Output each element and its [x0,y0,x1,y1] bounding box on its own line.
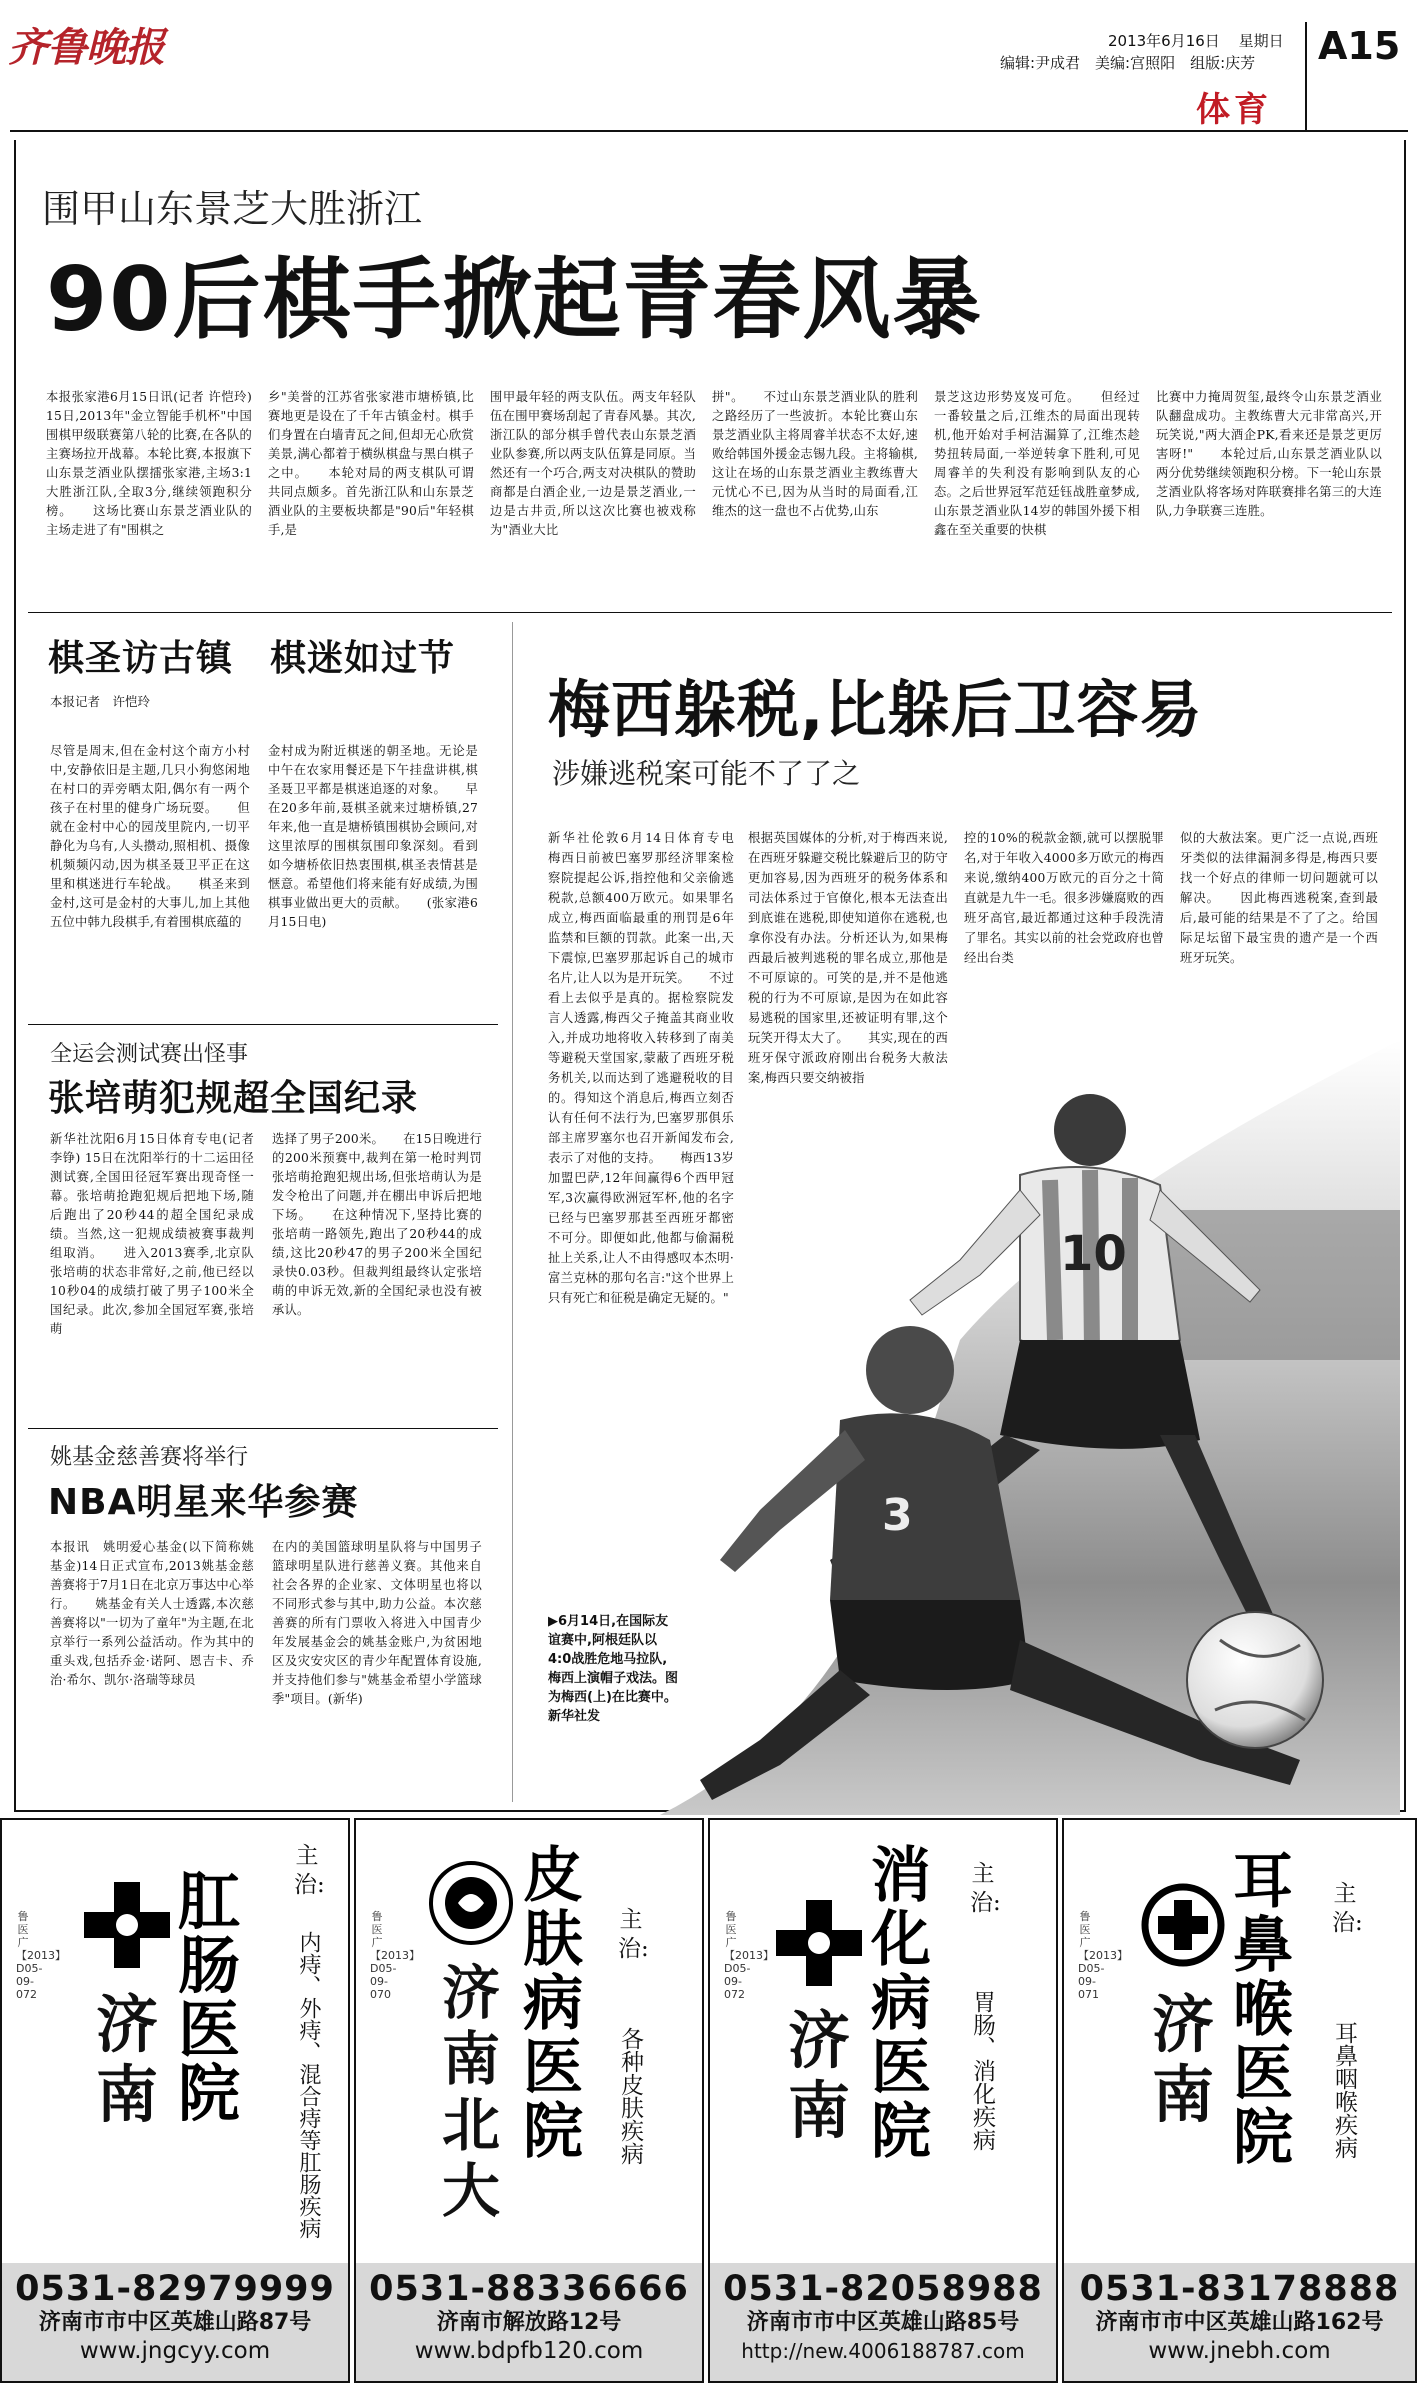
ad2-title-char: 肤 [523,1905,583,1975]
ad2-title-char: 医 [523,2033,583,2103]
ad1-treat-label: 主治: [294,1843,325,1898]
ad4-url[interactable]: www.jnebh.com [1148,2338,1331,2364]
ad-skin-hospital [354,1818,704,2383]
ad4-treat-label: 主治: [1332,1881,1363,1936]
lead-col-1: 本报张家港6月15日讯(记者 许恺玲) 15日,2013年"金立智能手机杯"中国围棋甲级联赛第八轮的比赛,在各队的主赛场拉开战幕。本轮比赛,本报旗下山东景芝酒业队摆擂张家港,主场3:1大胜浙江队,全取3分,继续领跑积分榜。 这场比赛山东景芝酒业队的主场走进了有"围棋之 [46,390,252,537]
ad1-city-char: 济 [95,1988,158,2061]
date-text: 2013年6月16日 [1108,32,1220,50]
ad2-city-char: 南 [441,2025,500,2093]
medical-cross-icon [776,1900,862,1986]
story5-subhead: 涉嫌逃税案可能不了了之 [552,757,861,790]
ad3-phone[interactable]: 0531-82058988 [723,2269,1043,2309]
weekday-text: 星期日 [1238,32,1284,50]
ad-digestive-hospital [708,1818,1058,2383]
ad2-license: 鲁医广【2013】D05-09-070 [370,1910,420,2001]
football-icon [1187,1612,1323,1748]
ad1-treat: 内痔、外痔、混合痔等肛肠疾病 [296,1931,321,2239]
ad3-title-char: 病 [871,1969,931,2039]
ad1-address: 济南市市中区英雄山路87号 [38,2310,312,2335]
issue-date [1108,30,1284,51]
story3-headline: 张培萌犯规超全国纪录 [48,1078,419,1119]
ad2-title-char: 病 [523,1969,583,2039]
ad2-title-char: 皮 [523,1841,583,1911]
medical-cross-icon [84,1882,170,1968]
ad4-address: 济南市市中区英雄山路162号 [1095,2310,1384,2335]
ad2-title [518,1841,588,2167]
ad3-city [784,2006,854,2146]
story5-col-3: 控的10%的税款金额,就可以摆脱罪名,对于年收入4000多万欧元的梅西来说,缴纳400万欧元的百分之十简直就是九牛一毛。很多涉嫌腐败的西班牙高官,最近都通过这种手段洗清了罪名。其实以前的社会党政府也曾经出台类 [964,831,1164,965]
ad1-title [174,1865,244,2130]
ent-hospital-logo-icon [1140,1882,1226,1968]
ad1-license: 鲁医广【2013】D05-09-072 [16,1910,66,2001]
ad2-city-char: 北 [441,2091,500,2159]
ad2-url[interactable]: www.bdpfb120.com [414,2338,644,2364]
ad1-footer [2,2263,348,2381]
ad4-title-char: 耳 [1233,1847,1293,1917]
ad2-title-char: 院 [523,2097,583,2167]
page-number: A15 [1318,24,1401,68]
ad1-city [92,1990,162,2130]
ad2-address: 济南市解放路12号 [436,2310,622,2335]
story5-col-2: 根据英国媒体的分析,对于梅西来说,在西班牙躲避交税比躲避后卫的防守更加容易,因为西班牙的税务体系和司法体系过于官僚化,根本无法查出到底谁在逃税,即使知道你在逃税,也拿你没有办法。分析还认为,如果梅西最后被判逃税的罪名成立,那他是不可原谅的。可笑的是,并不是他逃税的行为不可原谅,是因为在如此容易逃税的国家里,还被证明有罪,这个玩笑开得太大了。 其实,现在的西班牙保守派政府刚出台税务大赦法案,梅西只要交纳被指 [748,831,948,1085]
ad3-license: 鲁医广【2013】D05-09-072 [724,1910,774,2001]
story2-bottom-rule [28,1024,498,1025]
ad2-treat-label: 主治: [618,1907,649,1962]
ad1-title-char: 肛 [177,1865,240,1938]
ad1-title-char: 院 [177,2057,240,2130]
masthead [0,0,1417,140]
section-name: 体育 [1196,90,1272,130]
story2-col-2: 金村成为附近棋迷的朝圣地。无论是中午在农家用餐还是下午挂盘讲棋,棋圣聂卫平都是棋迷追逐的对象。 早在20多年前,聂棋圣就来过塘桥镇,27年来,他一直是塘桥镇围棋协会顾问,对这里浓厚的围棋氛围印象深刻。看到如今塘桥依旧热衷围棋,棋圣表情甚是惬意。希望他们将来能有好成绩,为围棋事业做出更大的贡献。 (张家港6月15日电) [268,744,478,929]
ad1-title-char: 医 [177,1993,240,2066]
ad4-title-char: 医 [1233,2039,1293,2109]
story2-byline: 本报记者 许恺玲 [50,694,151,709]
ad4-treat: 耳鼻咽喉疾病 [1331,2021,1357,2159]
ad3-url[interactable]: http://new.4006188787.com [741,2339,1025,2363]
lead-headline: 90后棋手掀起青春风暴 [46,248,983,351]
ad3-footer [710,2263,1056,2381]
ad1-phone[interactable]: 0531-82979999 [15,2269,335,2309]
lead-col-6: 比赛中力掩周贺玺,最终令山东景芝酒业队翻盘成功。主教练曹大元非常高兴,开玩笑说,"两大酒企PK,看来还是景芝更厉害呀!" 本轮过后,山东景芝酒业队以两分优势继续领跑积分榜。下一轮山东景芝酒业队将客场对阵联赛排名第三的大连队,力争联赛三连胜。 [1156,390,1382,518]
newspaper-logo: 齐鲁晚报 [8,24,164,71]
player-head [1054,1094,1126,1166]
ad3-title-char: 院 [871,2097,931,2167]
ad4-phone[interactable]: 0531-83178888 [1079,2269,1400,2309]
story4-col-1: 本报讯 姚明爱心基金(以下简称姚基金)14日正式宣布,2013姚基金慈善赛将于7月1日在北京万事达中心举行。 姚基金有关人士透露,本次慈善赛将以"一切为了童年"为主题,在北京举行一系列公益活动。作为其中的重头戏,包括乔金·诺阿、恩吉卡、乔治·希尔、凯尔·洛瑞等球员 [50,1540,254,1687]
ad2-city-char: 济 [441,1959,500,2027]
column-divider [512,622,513,1802]
story3-col-1: 新华社沈阳6月15日体育专电(记者 李铮) 15日在沈阳举行的十二运田径测试赛,全国田径冠军赛出现奇怪一幕。张培萌抢跑犯规后把地下场,随后跑出了20秒44的超全国纪录成绩。当然,这一犯规成绩被赛事裁判组取消。 进入2013赛季,北京队张培萌的状态非常好,之前,他已经以10秒04的成绩打破了男子100米全国纪录。此次,参加全国冠军赛,张培萌 [50,1132,254,1336]
ad3-title-char: 化 [871,1905,931,1975]
lead-kicker: 围甲山东景芝大胜浙江 [42,187,423,231]
ad3-title-char: 消 [871,1841,931,1911]
skin-hospital-seal-icon [428,1860,514,1946]
ad4-license: 鲁医广【2013】D05-09-071 [1078,1910,1128,2001]
story4-kicker: 姚基金慈善赛将举行 [50,1445,249,1470]
story2-col-1: 尽管是周末,但在金村这个南方小村中,安静依旧是主题,几只小狗悠闲地在村口的弄旁晒太阳,偶尔有一两个孩子在村里的健身广场玩耍。 但就在金村中心的园茂里院内,一切平静化为乌有,人头攒动,照相机、摄像机频频闪动,因为棋圣聂卫平正在这里和棋迷进行车轮战。 棋圣来到金村,这可是金村的大事儿,加上其他五位中韩九段棋手,有着围棋底蕴的 [50,744,250,929]
story4-col-2: 在内的美国篮球明星队将与中国男子篮球明星队进行慈善义赛。其他来自社会各界的企业家、文体明星也将以不同形式参与其中,助力公益。本次慈善赛的所有门票收入将进入中国青少年发展基金会的姚基金账户,为贫困地区及灾安灾区的青少年配置体育设施,并支持他们参与"姚基金希望小学篮球季"项目。(新华) [272,1540,482,1706]
ad3-treat-label: 主治: [970,1861,1001,1916]
story5-col-4: 似的大赦法案。更广泛一点说,西班牙类似的法律漏洞多得是,梅西只要找一个好点的律师一切问题就可以解决。 因此梅西逃税案,查到最后,最可能的结果是不了了之。给国际足坛留下最宝贵的遗产是一个西班牙玩笑。 [1180,831,1378,965]
ad2-city [436,1960,506,2224]
ad4-footer [1064,2263,1415,2381]
ad1-city-char: 南 [95,2058,158,2131]
ad-anorectal-hospital [0,1818,350,2383]
story3-kicker: 全运会测试赛出怪事 [50,1042,249,1067]
story4-headline: NBA明星来华参赛 [48,1482,359,1523]
ad3-title-char: 医 [871,2033,931,2103]
ad1-url[interactable]: www.jngcyy.com [79,2338,271,2364]
ad4-title-char: 鼻 [1233,1911,1293,1981]
lead-col-2: 乡"美誉的江苏省张家港市塘桥镇,比赛地更是设在了千年古镇金村。棋手们身置在白墙青瓦之间,但却无心欣赏美景,满心都着于横纵棋盘与黑白棋子之中。 本轮对局的两支棋队可谓共同点颇多。首先浙江队和山东景芝酒业队的主要板块都是"90后"年轻棋手,是 [268,390,474,537]
masthead-rule [10,130,1408,132]
ad4-title-char: 院 [1233,2103,1293,2173]
lead-col-4: 拼"。 不过山东景芝酒业队的胜利之路经历了一些波折。本轮比赛山东景芝酒业队主将周睿羊状态不太好,速败给韩国外援金志锡九段。主将输棋,这让在场的山东景芝酒业主教练曹大元忧心不已,因为从当时的局面看,江维杰的这一盘也不占优势,山东 [712,390,918,518]
editor-credits: 编辑:尹成君 美编:宫照阳 组版:庆芳 [1000,54,1256,72]
ad2-footer [356,2263,702,2381]
story5-headline: 梅西躲税,比躲后卫容易 [548,673,1203,746]
ad2-phone[interactable]: 0531-88336666 [369,2269,689,2309]
ad2-city-char: 大 [441,2157,500,2225]
ad2-treat: 各种皮肤疾病 [617,2027,643,2165]
ad-ent-hospital [1062,1818,1417,2383]
photo-caption: ▶6月14日,在国际友谊赛中,阿根廷队以4:0战胜危地马拉队,梅西上演帽子戏法。图为梅西(上)在比赛中。 新华社发 [548,1614,684,1724]
story3-col-2: 选择了男子200米。 在15日晚进行的200米预赛中,裁判在第一枪时判罚张培萌抢跑犯规出场,但张培萌认为是发令枪出了问题,并在棚出申诉后把地下场。 在这种情况下,坚持比赛的张培萌一路领先,跑出了20秒44的成绩,这比20秒47的男子200米全国纪录快0.03秒。但裁判组最终认定张培萌的申诉无效,新的全国纪录也没有被承认。 [272,1132,482,1317]
ad3-title [866,1841,936,2167]
ad3-city-char: 南 [787,2074,850,2147]
ad4-title [1228,1847,1298,2173]
lead-col-3: 围甲最年轻的两支队伍。两支年轻队伍在围甲赛场刮起了青春风暴。其次,浙江队的部分棋手曾代表山东景芝酒业队参赛,所以两支队伍算是同原。当然还有一个巧合,两支对决棋队的赞助商都是白酒企业,一边是景芝酒业,一边是古井贡,所以这次比赛也被戏称为"酒业大比 [490,390,696,537]
ad3-address: 济南市市中区英雄山路85号 [746,2310,1020,2335]
ad4-city [1148,1990,1218,2130]
page-divider [1305,22,1307,132]
lead-col-5: 景芝这边形势岌岌可危。 但经过一番较量之后,江维杰的局面出现转机,他开始对手柯洁漏算了,江维杰趁势扭转局面,一举逆转拿下胜利,可见周睿羊的失利没有影响到队友的心态。之后世界冠军范廷钰战胜童梦成,山东景芝酒业队14岁的韩国外援下相鑫在至关重要的快棋 [934,390,1140,537]
ad3-treat: 胃肠、消化疾病 [969,1989,995,2151]
ad4-city-char: 南 [1151,2058,1214,2131]
lead-bottom-rule [28,612,1392,613]
ad1-title-char: 肠 [177,1929,240,2002]
svg-text:3: 3 [882,1490,913,1541]
story3-bottom-rule [28,1428,498,1429]
story5-col-1: 新华社伦敦6月14日体育专电 梅西日前被巴塞罗那经济罪案检察院提起公诉,指控他和父亲偷逃税款,总额400万欧元。如果罪名成立,梅西面临最重的刑罚是6年监禁和巨额的罚款。此案一出,天下震惊,巴塞罗那起诉自己的城市名片,让人以为是开玩笑。 不过看上去似乎是真的。据检察院发言人透露,梅西父子掩盖其商业收入,并成功地将收入转移到了南美等避税天堂国家,蒙蔽了西班牙税务机关,以而达到了逃避税收的目的。得知这个消息后,梅西立刻否认有任何不法行为,巴塞罗那俱乐部主席罗塞尔也召开新闻发布会,表示了对他的支持。 梅西13岁加盟巴萨,12年间赢得6个西甲冠军,3次赢得欧洲冠军杯,他的名字已经与巴塞罗那甚至西班牙都密不可分。即便如此,他都与偷漏税扯上关系,让人不由得感叹本杰明·富兰克林的那句名言:"这个世界上只有死亡和征税是确定无疑的。" [548,831,747,1305]
ad4-title-char: 喉 [1233,1975,1293,2045]
ad4-city-char: 济 [1151,1988,1214,2061]
story2-headline: 棋圣访古镇 棋迷如过节 [48,638,456,679]
svg-text:10: 10 [1060,1226,1127,1282]
ad3-city-char: 济 [787,2004,850,2077]
